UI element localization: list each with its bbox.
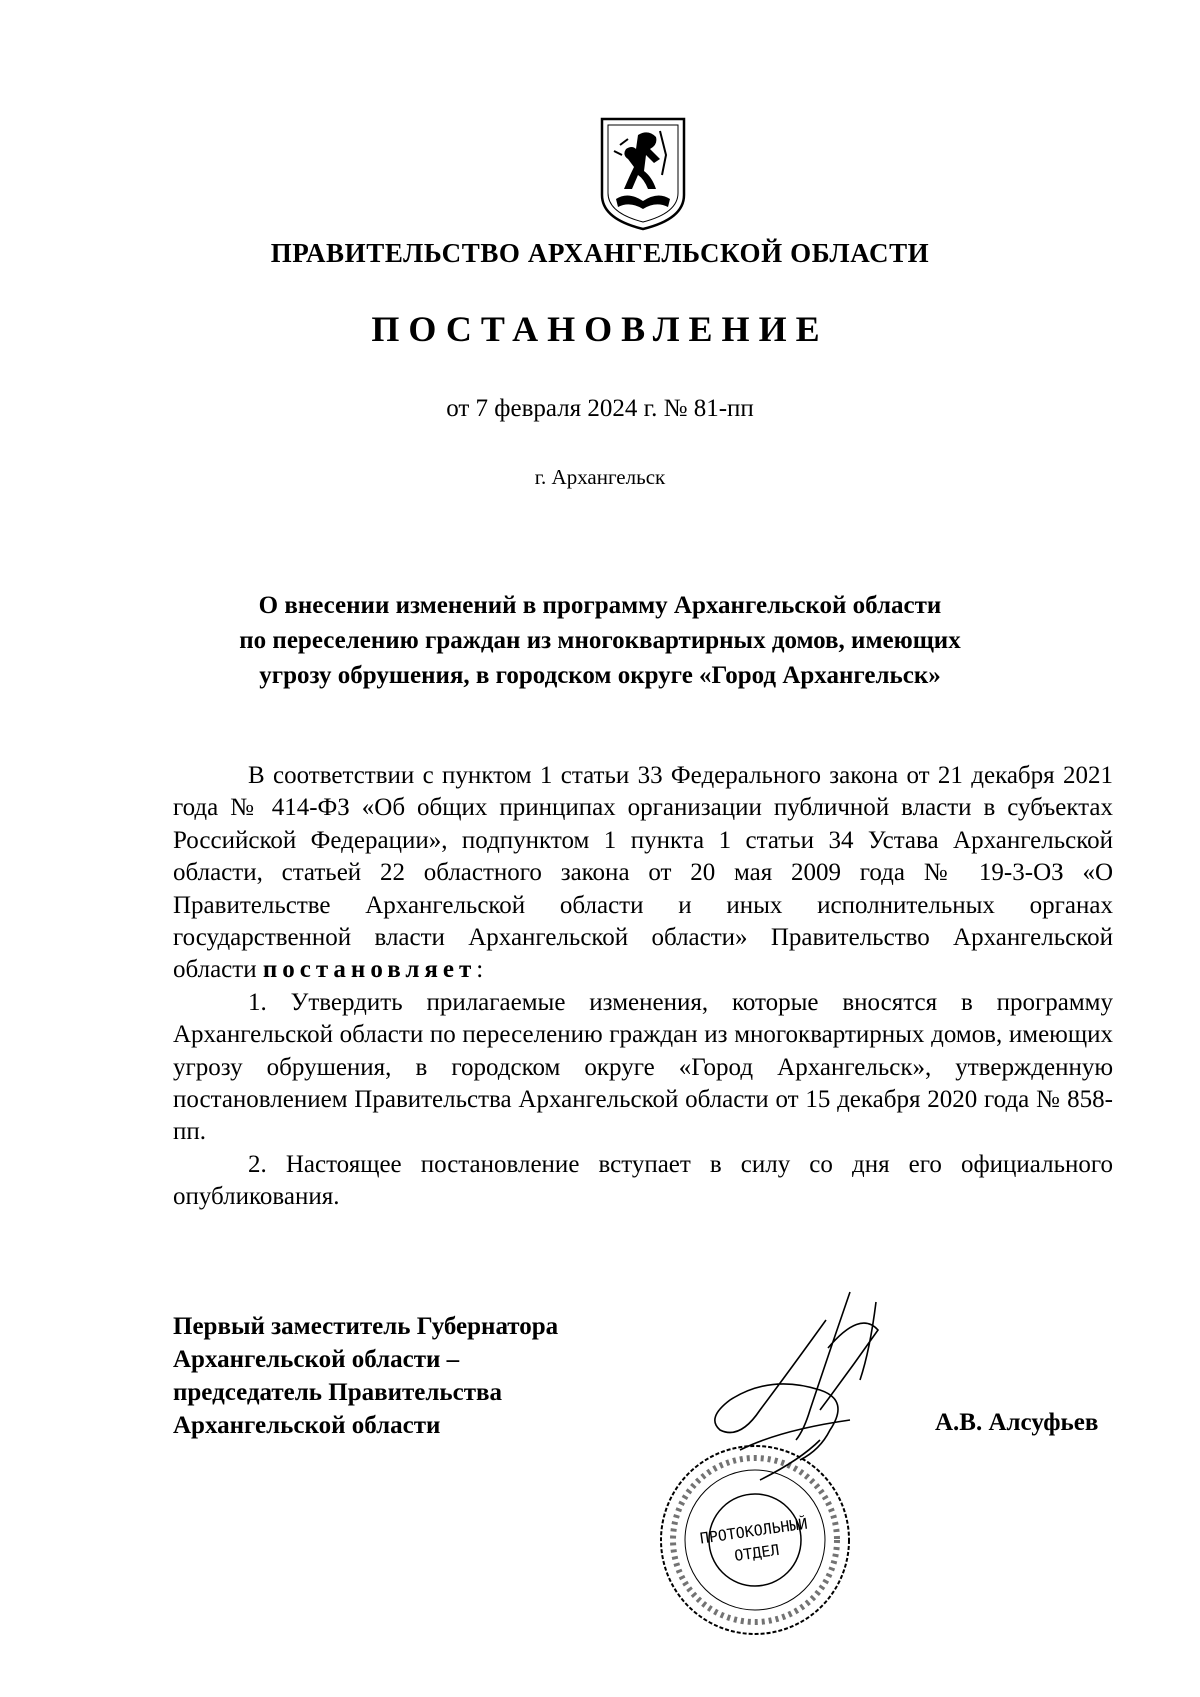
resolves-colon: : <box>476 956 484 984</box>
coat-of-arms-icon <box>598 115 688 232</box>
title-line: угрозу обрушения, в городском округе «Город Архангельск» <box>259 662 941 689</box>
resolves-word: постановляет <box>262 956 477 984</box>
role-line: Архангельской области – <box>173 1346 460 1373</box>
document-title <box>150 588 1050 693</box>
document-city: г. Архангельск <box>534 465 666 489</box>
title-line: О внесении изменений в программу Архангельской области <box>258 592 942 619</box>
signatory-name: А.В. Алсуфьев <box>935 1409 1099 1436</box>
organization-name: ПРАВИТЕЛЬСТВО АРХАНГЕЛЬСКОЙ ОБЛАСТИ <box>270 238 930 268</box>
role-line: Первый заместитель Губернатора <box>173 1313 559 1340</box>
svg-text:ОТДЕЛ: ОТДЕЛ <box>733 1540 781 1565</box>
item-2-paragraph: 2. Настоящее постановление вступает в силу со дня его официального опубликования. <box>173 1150 1113 1211</box>
title-line: по переселению граждан из многоквартирных домов, имеющих <box>239 627 961 654</box>
preamble-paragraph <box>173 760 1113 987</box>
signatory-role <box>173 1310 558 1442</box>
svg-text:ПРОТОКОЛЬНЫЙ: ПРОТОКОЛЬНЫЙ <box>698 1514 809 1548</box>
preamble-text: В соответствии с пунктом 1 статьи 33 Федерального закона от 21 декабря 2021 года № 414-ФЗ «Об общих принципах организации публичной власти в субъектах Российской Федерации», подпунктом 1 пункта 1 статьи 34 Устава Архангельской области, статьей 22 областного закона от 20 мая 2009 года № 19-3-ОЗ «О Правительстве Архангельской области и иных исполнительных органах государственной власти Архангельской области» Правительство Архангельской области <box>173 762 1113 984</box>
document-type: ПОСТАНОВЛЕНИЕ <box>371 309 829 349</box>
document-date-number: от 7 февраля 2024 г. № 81-пп <box>446 395 754 422</box>
role-line: Архангельской области <box>173 1412 441 1439</box>
item-1-paragraph: 1. Утвердить прилагаемые изменения, которые вносятся в программу Архангельской области по переселению граждан из многоквартирных домов, имеющих угрозу обрушения, в городском округе «Город Архангельск», утвержденную постановлением Правительства Архангельской области от 15 декабря 2020 года № 858-пп. <box>173 988 1113 1146</box>
round-seal-stamp-icon <box>655 1440 855 1640</box>
document-body <box>173 760 1113 1214</box>
role-line: председатель Правительства <box>173 1379 503 1406</box>
